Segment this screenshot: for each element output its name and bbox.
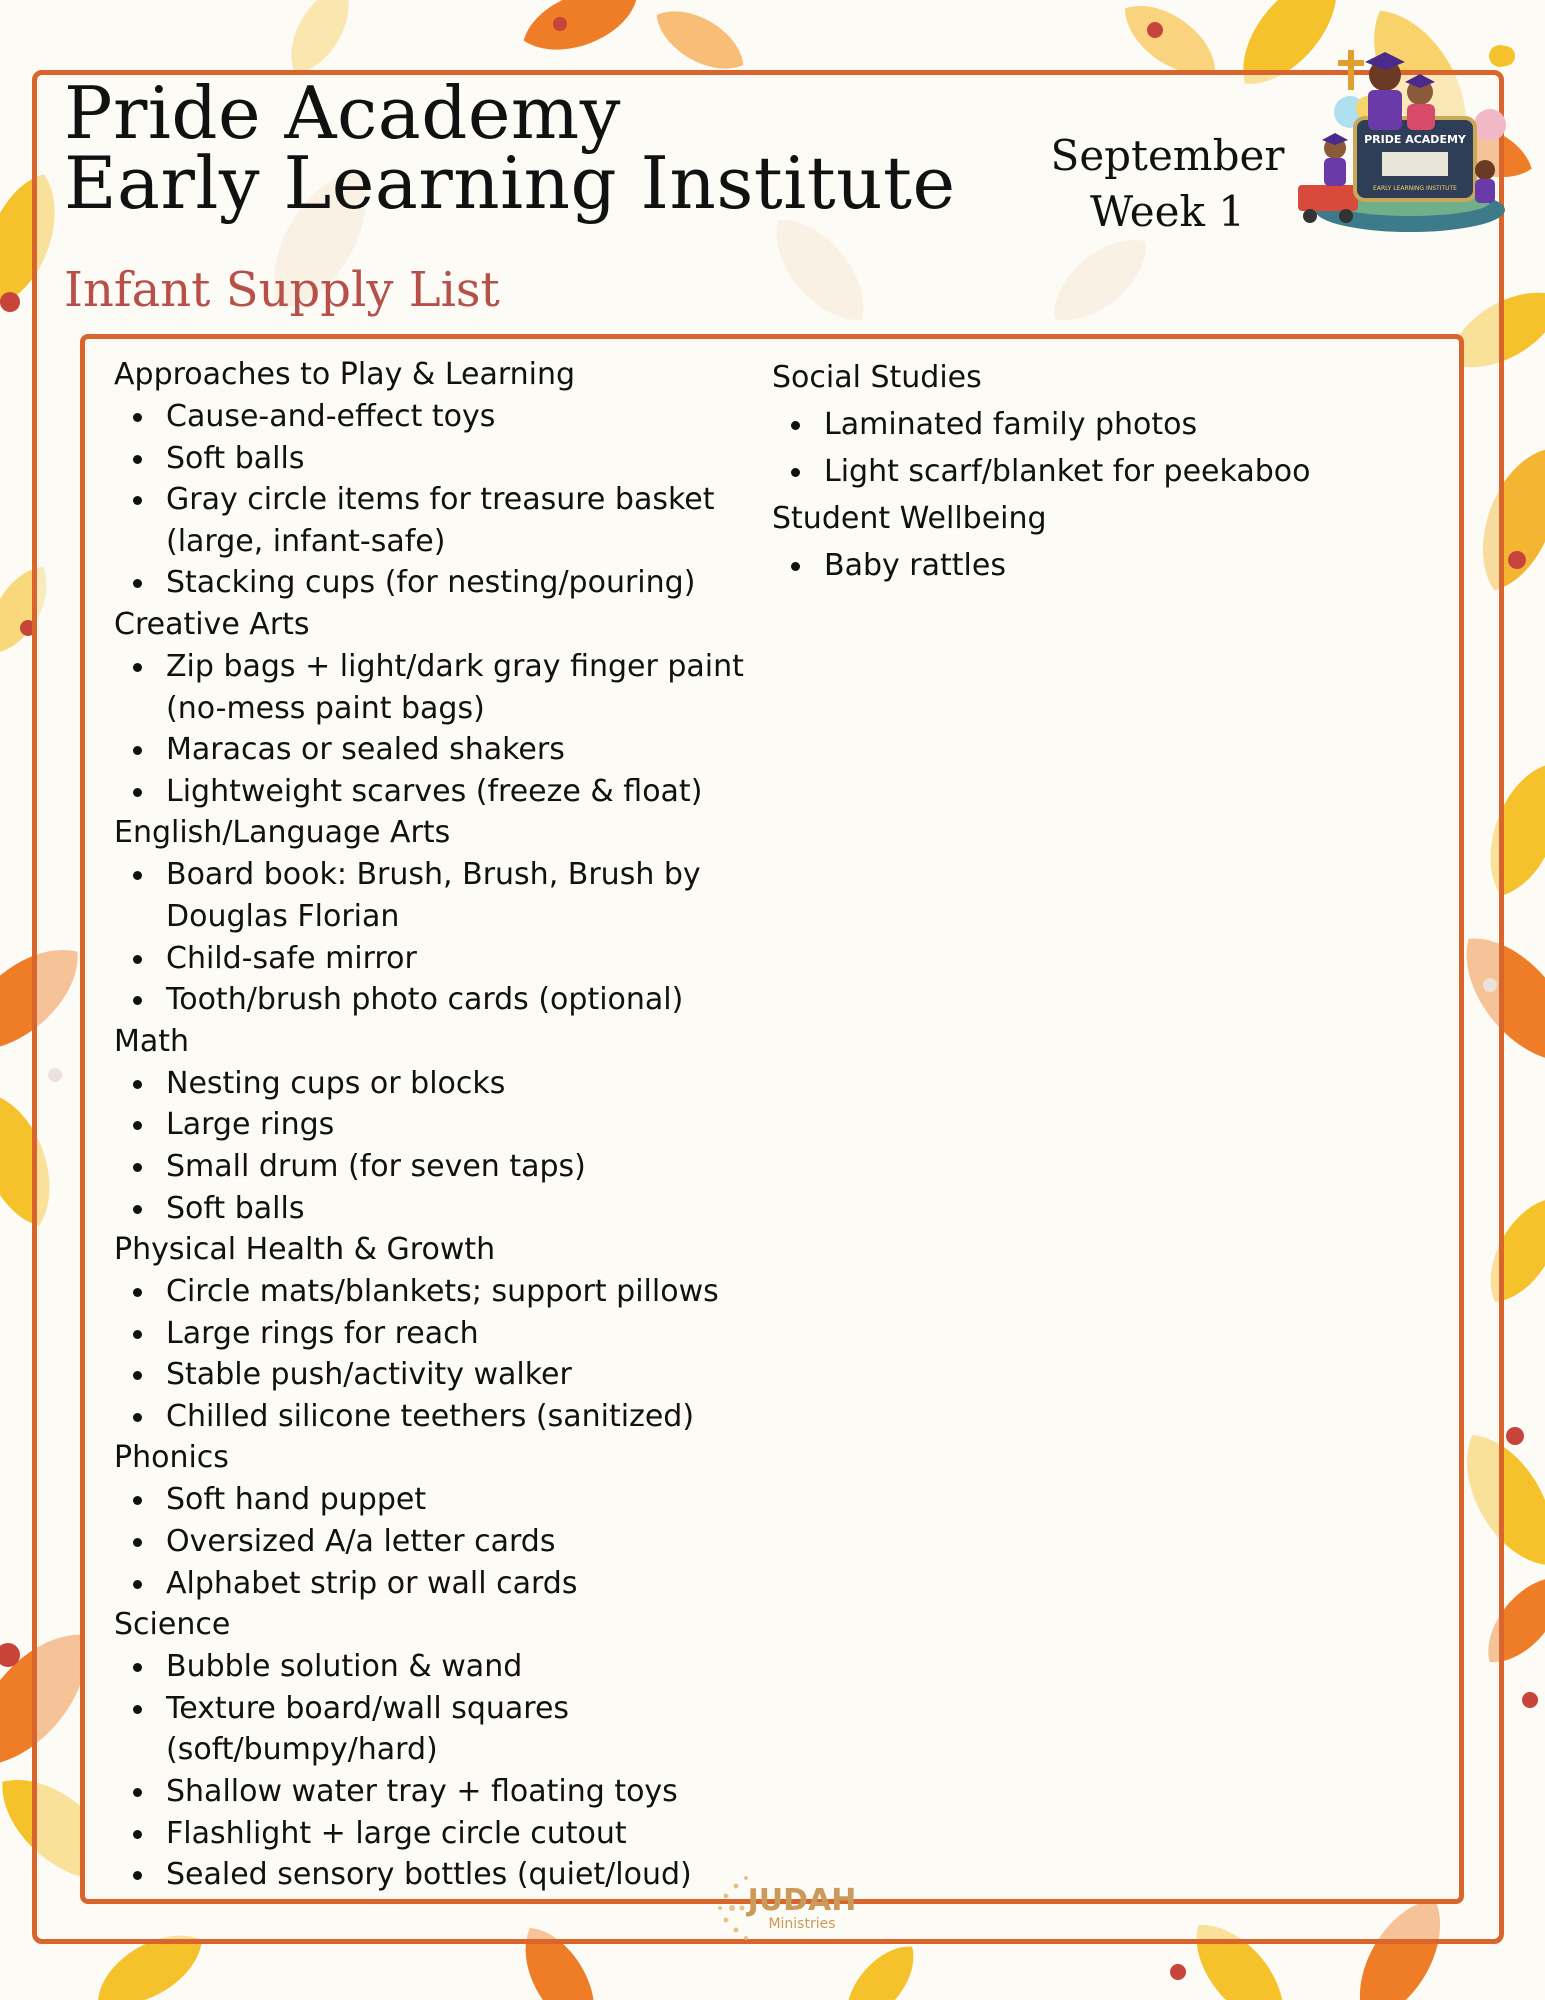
ministries-text: Ministries <box>768 1916 836 1932</box>
supply-item: Soft hand puppet <box>114 1479 754 1521</box>
supply-item: Flashlight + large circle cutout <box>114 1813 754 1855</box>
supply-list <box>114 646 754 812</box>
supply-item: Maracas or sealed shakers <box>114 729 754 771</box>
supply-item: Alphabet strip or wall cards <box>114 1563 754 1605</box>
section-heading: Student Wellbeing <box>772 501 1047 536</box>
supply-item: Baby rattles <box>772 542 1432 589</box>
page-title <box>64 71 956 225</box>
supply-item: Circle mats/blankets; support pillows <box>114 1271 754 1313</box>
supply-item: Gray circle items for treasure basket (large, infant-safe) <box>114 479 754 562</box>
supply-item: Board book: Brush, Brush, Brush by Douglas Florian <box>114 854 754 937</box>
title-line-1: Pride Academy <box>64 71 621 155</box>
supply-item: Soft balls <box>114 438 754 480</box>
supply-item: Bubble solution & wand <box>114 1646 754 1688</box>
supply-list <box>114 396 754 604</box>
supply-item: Soft balls <box>114 1188 754 1230</box>
supply-list <box>114 1271 754 1437</box>
section-heading: Phonics <box>114 1440 229 1476</box>
supply-item: Lightweight scarves (freeze & float) <box>114 771 754 813</box>
supply-item: Texture board/wall squares (soft/bumpy/hard) <box>114 1688 754 1771</box>
supply-item: Tooth/brush photo cards (optional) <box>114 979 754 1021</box>
judah-text: JUDAH <box>747 1883 857 1918</box>
supply-item: Large rings for reach <box>114 1313 754 1355</box>
supply-item: Sealed sensory bottles (quiet/loud) <box>114 1854 754 1896</box>
section-heading: Physical Health & Growth <box>114 1232 496 1268</box>
section-heading: Social Studies <box>772 360 982 395</box>
judah-ministries-logo <box>712 1858 872 1958</box>
section-heading: Science <box>114 1607 231 1643</box>
supply-item: Shallow water tray + floating toys <box>114 1771 754 1813</box>
supply-item: Cause-and-effect toys <box>114 396 754 438</box>
supply-item: Laminated family photos <box>772 401 1432 448</box>
supply-item: Small drum (for seven taps) <box>114 1146 754 1188</box>
section-heading: Approaches to Play & Learning <box>114 357 576 392</box>
section-heading: Creative Arts <box>114 606 310 642</box>
section-heading: English/Language Arts <box>114 815 451 851</box>
logo-text-top: PRIDE ACADEMY <box>1364 133 1466 146</box>
supply-list <box>772 542 1432 589</box>
supply-list <box>114 1063 754 1229</box>
supply-list <box>114 854 754 1020</box>
supply-item: Chilled silicone teethers (sanitized) <box>114 1396 754 1438</box>
section-heading: Math <box>114 1023 190 1059</box>
supply-item: Large rings <box>114 1104 754 1146</box>
title-line-2: Early Learning Institute <box>64 141 956 225</box>
week-label: Week 1 <box>1090 187 1245 236</box>
supply-list <box>114 1479 754 1604</box>
logo-text-bottom: EARLY LEARNING INSTITUTE <box>1373 185 1457 192</box>
left-column <box>114 354 754 1896</box>
supply-item: Child-safe mirror <box>114 938 754 980</box>
supply-item: Oversized A/a letter cards <box>114 1521 754 1563</box>
supply-item: Light scarf/blanket for peekaboo <box>772 448 1432 495</box>
pride-academy-logo <box>1290 30 1530 240</box>
supply-item: Nesting cups or blocks <box>114 1063 754 1105</box>
page-subtitle: Infant Supply List <box>64 262 500 318</box>
supply-item: Stacking cups (for nesting/pouring) <box>114 562 754 604</box>
supply-item: Stable push/activity walker <box>114 1354 754 1396</box>
right-column <box>772 354 1432 589</box>
supply-list <box>114 1646 754 1896</box>
month-label: September <box>1050 131 1285 180</box>
date-label <box>1040 128 1295 240</box>
supply-item: Zip bags + light/dark gray finger paint (no-mess paint bags) <box>114 646 754 729</box>
supply-list <box>772 401 1432 495</box>
